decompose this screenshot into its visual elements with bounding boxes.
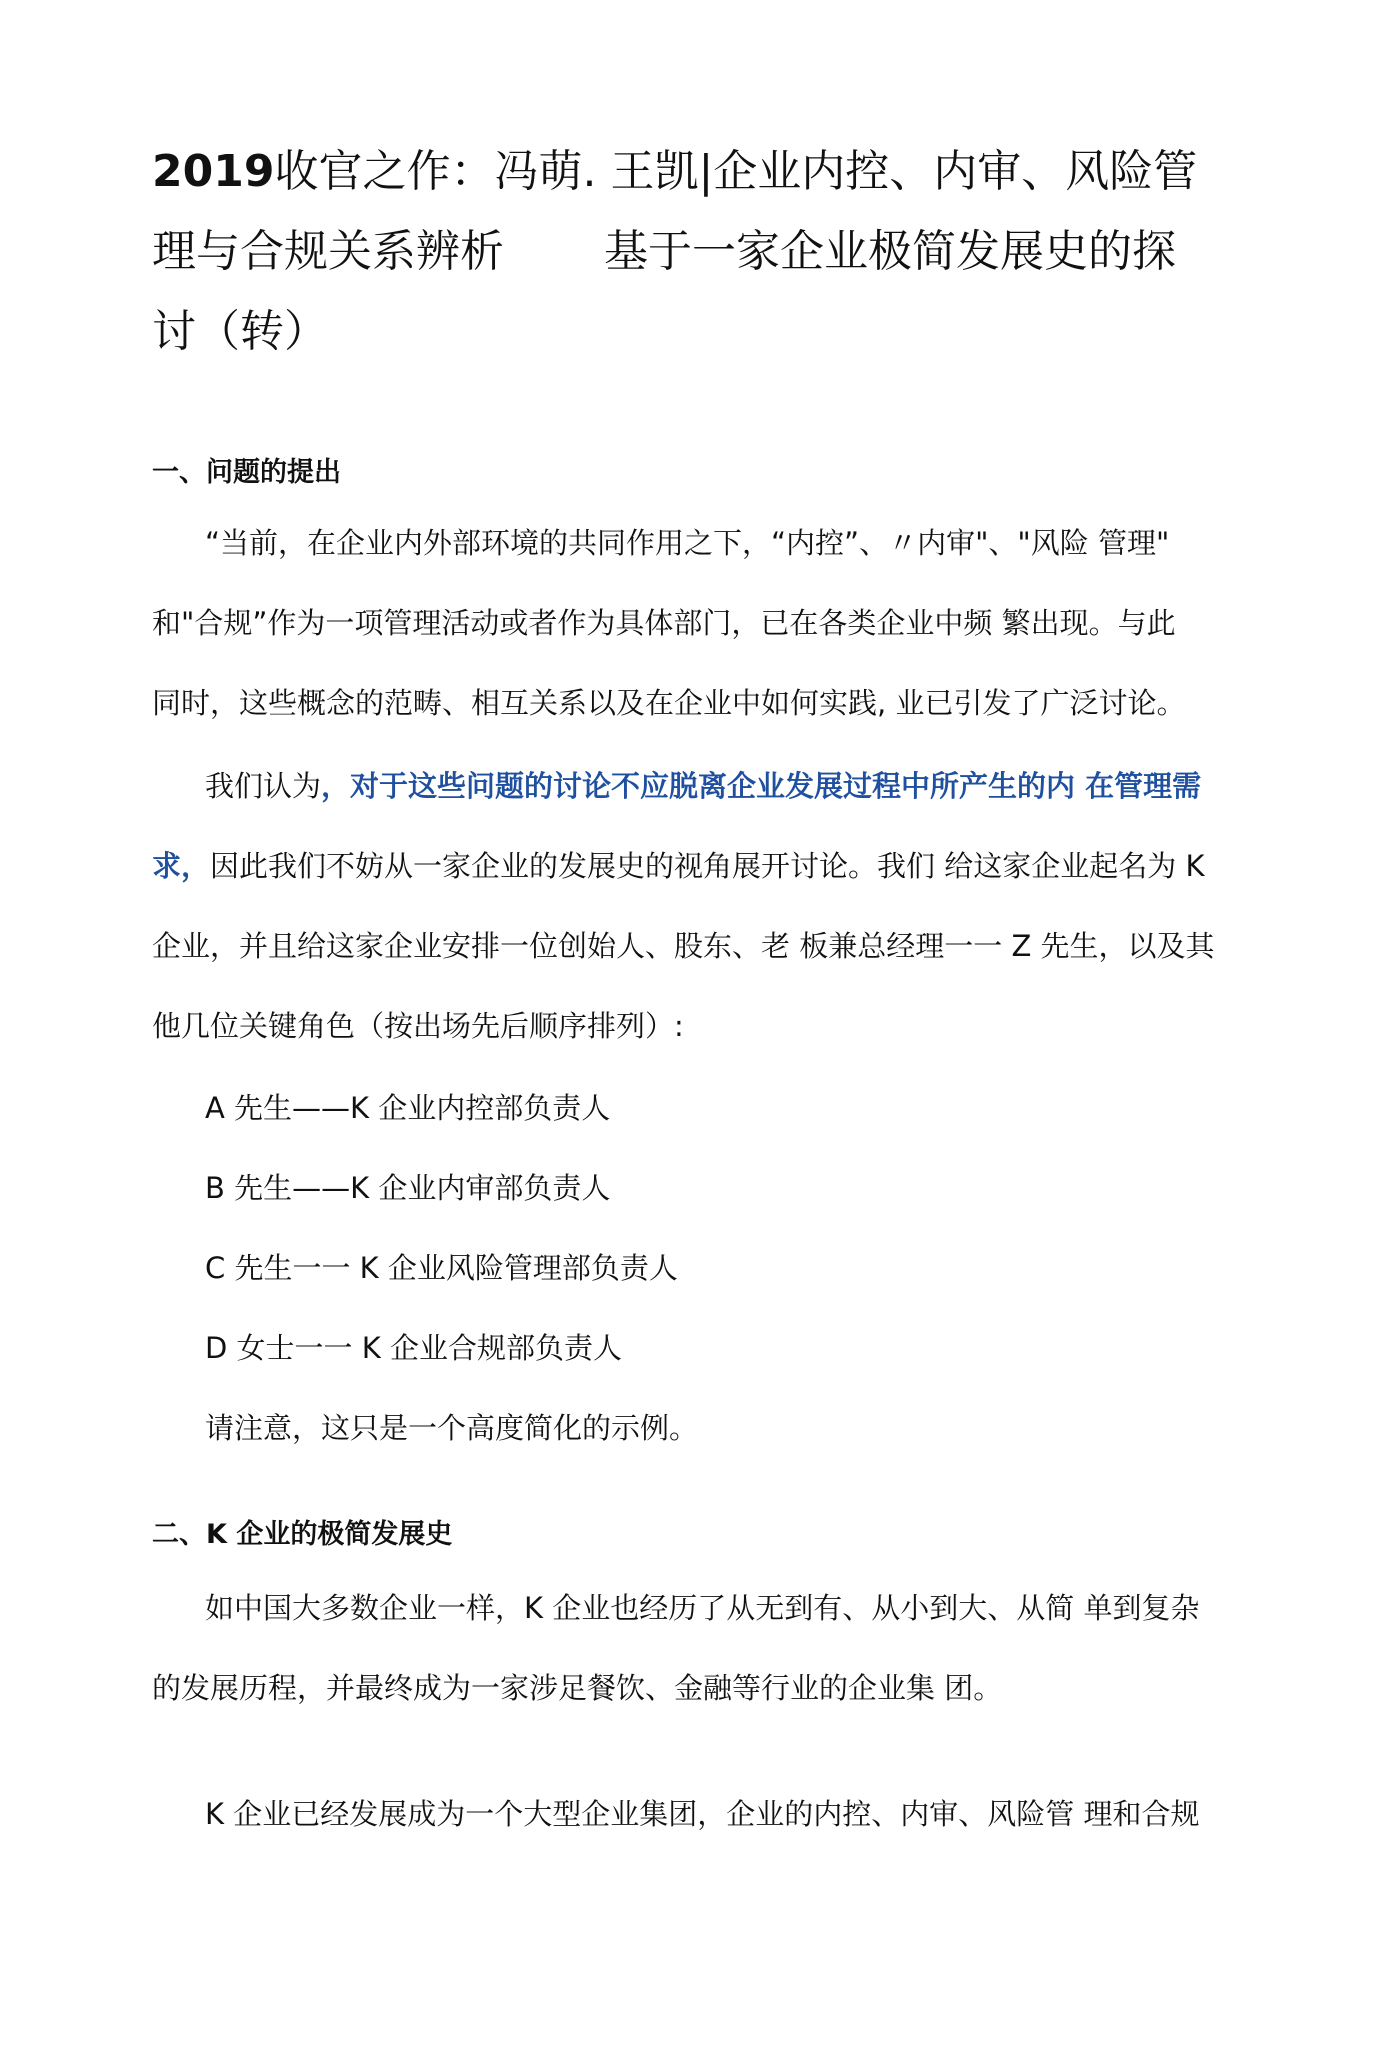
role-a: A 先生——K 企业内控部负责人: [205, 1091, 611, 1125]
section-2-para-2-line-1: K 企业已经发展成为一个大型企业集团，企业的内控、内审、风险管 理和合规: [205, 1797, 1200, 1831]
section-1-para-2-line-3: 企业，并且给这家企业安排一位创始人、股东、老 板兼总经理一一 Z 先生，以及其: [152, 929, 1215, 963]
title-line-2: [152, 212, 1232, 292]
title-line-2b: 基于一家企业极简发展史的探: [604, 226, 1176, 277]
section-1-para-2-line-1: [205, 766, 1290, 806]
role-d: D 女士一一 K 企业合规部负责人: [205, 1331, 623, 1365]
document-title: [152, 132, 1232, 372]
role-c: C 先生一一 K 企业风险管理部负责人: [205, 1251, 678, 1285]
section-2-para-1-line-1: 如中国大多数企业一样，K 企业也经历了从无到有、从小到大、从简 单到复杂: [205, 1591, 1200, 1625]
para-2-emphasis: ，对于这些问题的讨论不应脱离企业发展过程中所产生的内 在管理需: [321, 769, 1202, 803]
section-1-para-2-line-2: [152, 846, 1237, 886]
para-2-emphasis-end: 求，: [152, 849, 211, 883]
section-1-para-1-line-2: 和"合规”作为一项管理活动或者作为具体部门，已在各类企业中频 繁出现。与此: [152, 606, 1176, 640]
section-1-para-1-line-3: 同时，这些概念的范畴、相互关系以及在企业中如何实践, 业已引发了广泛讨论。: [152, 686, 1186, 720]
section-1-para-2-line-4: 他几位关键角色（按出场先后顺序排列）:: [152, 1009, 684, 1043]
title-year: 2019: [152, 146, 275, 197]
title-line-2a: 理与合规关系辨析: [152, 226, 504, 277]
para-2-lead: 我们认为: [205, 769, 322, 803]
title-line-3: 讨（转）: [152, 306, 328, 357]
section-2-para-1-line-2: 的发展历程，并最终成为一家涉足餐饮、金融等行业的企业集 团。: [152, 1671, 1003, 1705]
para-2-continuation: 因此我们不妨从一家企业的发展史的视角展开讨论。我们 给这家企业起名为 K: [210, 849, 1205, 883]
title-line-1-text: 收官之作：冯萌. 王凯|企业内控、内审、风险管: [274, 146, 1198, 197]
section-1-para-1-line-1: “当前，在企业内外部环境的共同作用之下，“内控”、〃内审"、"风险 管理": [205, 526, 1170, 560]
section-2-heading: 二、K 企业的极简发展史: [152, 1519, 453, 1550]
title-line-1: [152, 132, 1232, 212]
section-1-note: 请注意，这只是一个高度简化的示例。: [205, 1411, 699, 1445]
section-1-heading: 一、问题的提出: [152, 457, 341, 488]
role-b: B 先生——K 企业内审部负责人: [205, 1171, 611, 1205]
